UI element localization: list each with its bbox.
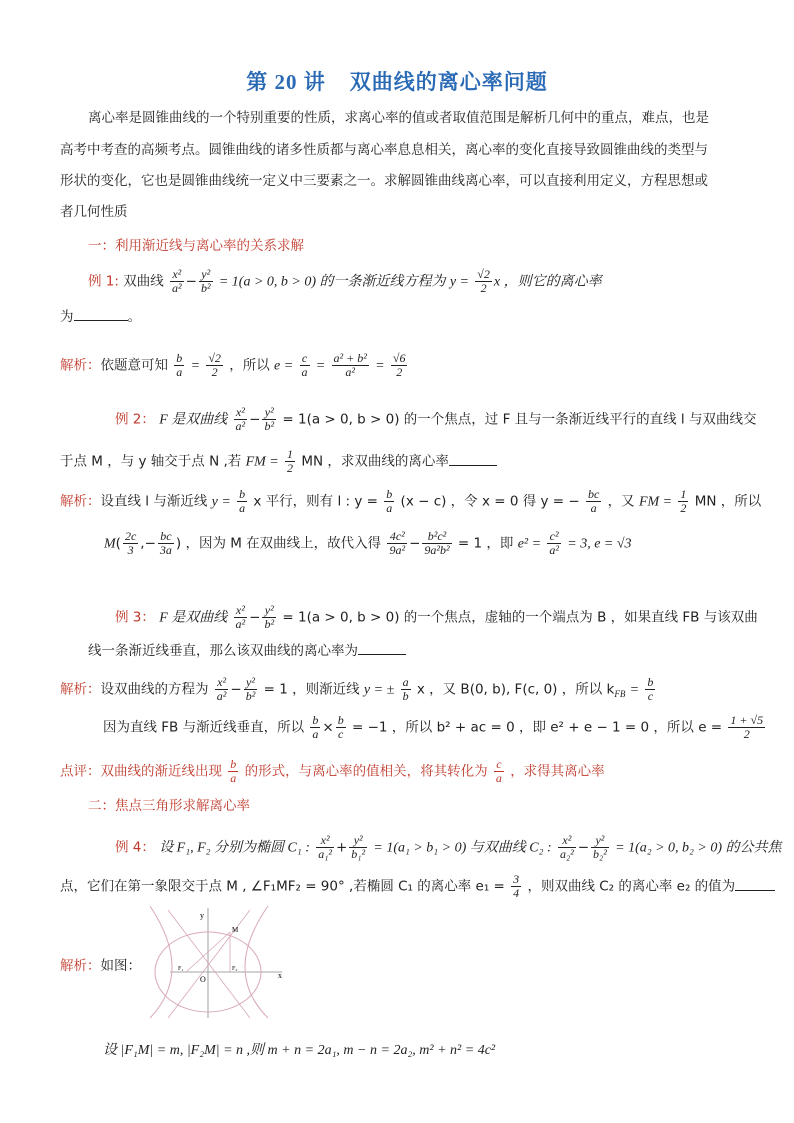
- intro-line: 离心率是圆锥曲线的一个特别重要的性质，求离心率的值或者取值范围是解析几何中的重点，难点，也是: [88, 110, 709, 126]
- example-2-solution-line2: M( $\frac{2c}{3}$ ,− $\frac{bc}{3a}$ ) ，因为 M 在双曲线上，故代入得 $\frac{\text{4c²}}{\text{9a²}}$ − $\frac{\text{b²c²}}{\text{9a²b²}}$ = 1 ，即 e² = $\frac{\text{c²}}{\text{a²}}$ = 3, e = √3: [104, 529, 632, 557]
- intro-line: 形状的变化，它也是圆锥曲线统一定义中三要素之一。求解圆锥曲线离心率，可以直接利用定义，方程思想或: [60, 173, 708, 189]
- hyperbola-left: [150, 906, 172, 1018]
- y-label: y: [200, 911, 204, 920]
- example-4-line2: 点，它们在第一象限交于点 M , ∠F₁MF₂ = 90° ,若椭圆 C₁ 的离心率 e₁ = $\frac{3}{4}$ ，则双曲线 C₂ 的离心率 e₂ 的值为: [60, 873, 775, 900]
- hyperbola-right: [245, 906, 268, 1018]
- example-3-solution: 解析：设双曲线的方程为 $\frac{\text{x²}}{\text{a²}}$ − $\frac{\text{y²}}{\text{b²}}$ = 1 ，则渐近线 y = ± $\frac{a}{b}$ x ，又 B(0, b), F(c, 0) ，所以 $k_{FB}$ = $\frac{b}{c}$: [60, 675, 654, 703]
- intro-line: 高考中考查的高频考点。圆锥曲线的诸多性质都与离心率息息相关，离心率的变化直接导致圆锥曲线的类型与: [60, 142, 708, 158]
- example-4: 例 4： 设 F₁, F₂ 分别为椭圆 C₁ : $\frac{\text{x²}}{\text{a₁²}}$ + $\frac{\text{y²}}{\text{b₁²}}$ = 1(a₁ > b₁ > 0) 与双曲线 C₂ : $\frac{\text{x²}}{\text{a₂²}}$ − $\frac{\text{y²}}{\text{b₂²}}$ = 1(a₂ > 0, b₂ > 0) 的公共焦: [115, 833, 782, 861]
- example-1: 例 1: 双曲线 $\frac{\text{x²}}{\text{a²}}$ − $\frac{\text{y²}}{\text{b²}}$ = 1(a > 0, b > 0) 的一条渐近线方程为 y = $\frac{√2}{2}$ x ，则它的离心率: [88, 267, 602, 295]
- f2-label: F₂: [232, 966, 238, 972]
- example-4-solution-line2: 设 |F₁M| = m, |F₂M| = n ,则 m + n = 2a₁, m − n = 2a₂, m² + n² = 4c²: [103, 1043, 496, 1058]
- f1-label: F₁: [178, 966, 184, 972]
- example-2: 例 2： F 是双曲线 $\frac{\text{x²}}{\text{a²}}$ − $\frac{\text{y²}}{\text{b²}}$ = 1(a > 0, b > 0) 的一个焦点，过 F 且与一条渐近线平行的直线 l 与双曲线交: [115, 405, 757, 433]
- m-label: M: [232, 926, 239, 934]
- example-3-solution-line2: 因为直线 FB 与渐近线垂直，所以 $\frac{b}{a}$ × $\frac{b}{c}$ = −1 ，所以 b² + ac = 0 ，即 e² + e − 1 = 0 ，所以 e = $\frac{1 + √5}{2}$: [103, 713, 764, 741]
- page-title: 第 20 讲 双曲线的离心率问题: [246, 70, 548, 94]
- example-1-line2: 为 。: [60, 309, 141, 325]
- intro-line: 者几何性质: [60, 204, 128, 220]
- example-3-note: 点评：双曲线的渐近线出现 $\frac{b}{a}$ 的形式，与离心率的值相关，将其转化为 $\frac{c}{a}$ ，求得其离心率: [60, 757, 605, 785]
- example-4-solution: 解析：如图：: [60, 958, 141, 974]
- example-3-line2: 线一条渐近线垂直，那么该双曲线的离心率为: [88, 641, 406, 661]
- example-2-line2: 于点 M ，与 y 轴交于点 N ,若 FM = $\frac{1}{2}$ MN ，求双曲线的离心率: [60, 448, 497, 475]
- x-label: x: [278, 971, 282, 980]
- origin-label: O: [200, 975, 206, 984]
- section-heading-1: 一：利用渐近线与离心率的关系求解: [88, 238, 304, 254]
- section-heading-2: 二：焦点三角形求解离心率: [88, 798, 250, 814]
- ellipse-hyperbola-figure: [150, 900, 290, 1020]
- example-3: 例 3： F 是双曲线 $\frac{\text{x²}}{\text{a²}}$ − $\frac{\text{y²}}{\text{b²}}$ = 1(a > 0, b > 0) 的一个焦点，虚轴的一个端点为 B ，如果直线 FB 与该双曲: [115, 603, 758, 631]
- example-1-solution: 解析：依题意可知 $\frac{b}{a}$ = $\frac{√2}{2}$ ，所以 e = $\frac{c}{a}$ = $\frac{\text{a² + b²}}{\text{a²}}$ = $\frac{√6}{2}$: [60, 351, 406, 379]
- example-2-solution: 解析：设直线 l 与渐近线 y = $\frac{b}{a}$ x 平行，则有 l : y = $\frac{b}{a}$ (x − c) ，令 x = 0 得 y = − $\frac{bc}{a}$ ，又 FM = $\frac{1}{2}$ MN ，所以: [60, 487, 762, 515]
